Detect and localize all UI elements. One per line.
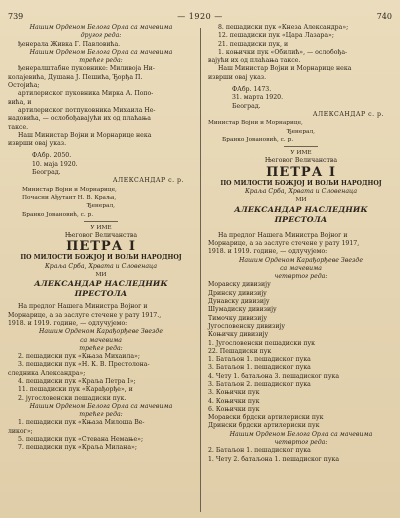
decree-city: Београд. [32,169,61,177]
text-line: изврши овај указ. [208,73,267,81]
kingdom-heading: Краља Срба, Хрвата и Словенаца [244,188,358,196]
text-line: На предлог Нашега Министра Војног и [218,231,348,239]
in-name-heading: У ИМЕ [290,150,312,157]
list-item: 4. Коњички пук [208,397,260,405]
list-item: Моравску дивизију [208,281,271,289]
order-grade: трећег реда: [79,344,123,352]
text-line: артилериског потпуковника Михаила Не- [18,106,156,114]
text-line: Морнарице, а за заслуге стечене у рату 1917, [208,239,360,247]
heir-heading: АЛЕКСАНДАР НАСЛЕДНИК ПРЕСТОЛА [234,204,368,224]
decree-number: ФАбр. 2050. [32,152,72,160]
minister-line: Ђенерал, [86,203,116,210]
list-item: 1. Југословенски пешадиски пук [208,339,315,347]
list-item: 6. Коњички пук [208,405,260,413]
decree-city: Београд. [232,102,261,110]
header-year: — 1920 — [177,12,223,21]
text-line: вајући их од плаћања таксе. [208,57,301,65]
king-signature: АЛЕКСАНДАР с. р. [112,177,184,185]
majesty-heading: Његовог Величанства [264,157,338,165]
order-title: Нашим Орденом Белога Орла са мачевима [229,430,373,438]
order-title: Нашим Орденом Белога Орла са мачевима [29,24,173,31]
list-item: 1. Батаљон 1. пешадиског пука [208,356,311,364]
list-item: Дунавску дивизију [208,298,270,306]
minister-line: Министар Војни и Морнарице, [22,186,117,193]
text-line: ђенералштабне пуковнике: Миливоја Ни- [18,65,155,73]
text-line: 1918. и 1919. године, — одлучујемо: [8,319,128,327]
order-swords: са мачевима [80,336,122,344]
list-item: 12. пешадиски пук «Цара Лазара»; [218,32,334,40]
left-column [8,24,194,453]
list-item: 1. Чету 2. батаљона 1. пешадиског пука [208,455,340,463]
list-item: 2. југословенски пешадиски пук. [18,394,127,402]
text-line: Наш Министар Војни и Морнарице нека [218,65,352,73]
in-name-heading: У ИМЕ [90,224,112,231]
order-title: Нашим Орденом Белога Орла са мачевима [29,402,173,410]
list-item: Моравски брдски артилериски пук [208,414,324,422]
minister-line: Почасни Ађутант Н. В. Краља, [22,194,117,201]
list-item: Шумадиску дивизију [208,306,277,314]
list-item: следника Александра»; [8,369,86,377]
separator-rule [284,146,318,147]
order-grade: четвртог реда: [274,439,328,447]
order-title: Нашим Орденом Карађорђеве Звезде [38,328,164,336]
list-item: 4. Чету 1. батаљона 3. пешадиског пука [208,372,340,380]
grace-heading: ПО МИЛОСТИ БОЖЈОЈ И ВОЉИ НАРОДНОЈ [20,254,182,262]
we-heading: МИ [295,197,307,204]
list-item: 3. Батаљон 2. пешадиског пука [208,380,311,388]
list-item: 3. Коњички пук [208,389,260,397]
separator-rule [84,221,118,222]
text-line: На предлог Нашега Министра Војног и [18,303,148,311]
kingdom-heading: Краља Срба, Хрвата и Словенаца [44,262,158,270]
decree-number: ФАбр. 1473. [232,86,272,94]
right-column [208,24,394,464]
list-item: 2. пешадиски пук «Књаза Михаила»; [18,353,140,361]
king-name: ПЕТРА I [66,239,136,255]
text-line: артилериског пуковника Мирка А. Попо- [18,90,154,98]
list-item: 1. коњички пук «Обилић», — ослобођа- [218,48,348,56]
list-item: 4. пешадиски пук «Краља Петра I»; [18,377,136,385]
text-line: вића, и [8,98,32,106]
list-item: 1. пешадиски пук «Књаза Милоша Ве- [18,419,145,427]
list-item: Дрински брдски артилериски пук [208,422,320,430]
text-line: ђенерала Живка Г. Павловића. [18,40,121,48]
text-line: колајевића, Душана Ј. Пешића, Ђорђа П. [8,73,143,81]
heir-heading: АЛЕКСАНДАР НАСЛЕДНИК ПРЕСТОЛА [34,279,168,299]
order-grade: трећег реда: [79,57,123,65]
list-item: 3. Батаљон 1. пешадиског пука [208,364,311,372]
minister-name: Бранко Јовановић, с. р. [222,136,294,143]
minister-line: Министар Војни и Морнарице, [208,120,303,127]
list-item: 7. пешадиски пук «Краља Милана»; [18,444,137,452]
decree-date: 31. марта 1920. [232,94,284,102]
text-line: таксе. [8,123,29,131]
list-item: Дринску дивизију [208,289,267,297]
minister-name: Бранко Јовановић, с. р. [22,211,94,218]
page-number-right: 740 [376,12,392,21]
list-item: 22. Пешадиски пук [208,347,272,355]
order-title: Нашим Орденом Белога Орла са мачевима [29,48,173,56]
page-header [0,10,400,24]
order-swords: са мачевима [280,264,322,272]
list-item: 21. пешадиски пук, и [218,40,289,48]
text-line: Морнарице, а за заслуге стечене у рату 1917., [8,311,162,319]
text-line: Остојића; [8,82,40,90]
order-grade: четвртог реда: [274,273,328,281]
list-item: Коњичку дивизију [208,331,269,339]
text-line: Наш Министар Војни и Морнарице нека [18,131,152,139]
list-item: Југословенску дивизију [208,322,286,330]
list-item: 3. пешадиски пук «Н. К. В. Престолона- [18,361,150,369]
king-name: ПЕТРА I [266,164,336,180]
majesty-heading: Његовог Величанства [64,232,138,240]
order-grade: трећег реда: [79,411,123,419]
text-line: изврши овај указ. [8,140,67,148]
list-item: 11. пешадиски пук «Карађорђе», и [18,386,133,394]
text-line: надовића, — ослобођавајући их од плаћања [8,115,151,123]
list-item: ликог»; [8,427,33,435]
we-heading: МИ [95,272,107,279]
minister-line: Ђенерал, [286,128,316,135]
list-item: 2. Батаљон 1. пешадиског пука [208,447,311,455]
king-signature: АЛЕКСАНДАР с. р. [312,110,384,118]
column-divider [200,28,201,512]
page-number-left: 739 [8,12,24,21]
grace-heading: ПО МИЛОСТИ БОЖЈОЈ И ВОЉИ НАРОДНОЈ [220,179,382,187]
decree-date: 10. маја 1920. [32,160,78,168]
list-item: Тимочку дивизију [208,314,267,322]
order-grade: другог реда: [80,32,122,40]
list-item: 5. пешадиски пук «Стевана Немање»; [18,436,144,444]
text-line: 1918. и 1919. године, — одлучујемо: [208,248,328,256]
order-title: Нашим Орденом Карађорђеве Звезде [238,256,364,264]
list-item: 8. пешадиски пук «Кнеза Александра»; [218,24,349,31]
